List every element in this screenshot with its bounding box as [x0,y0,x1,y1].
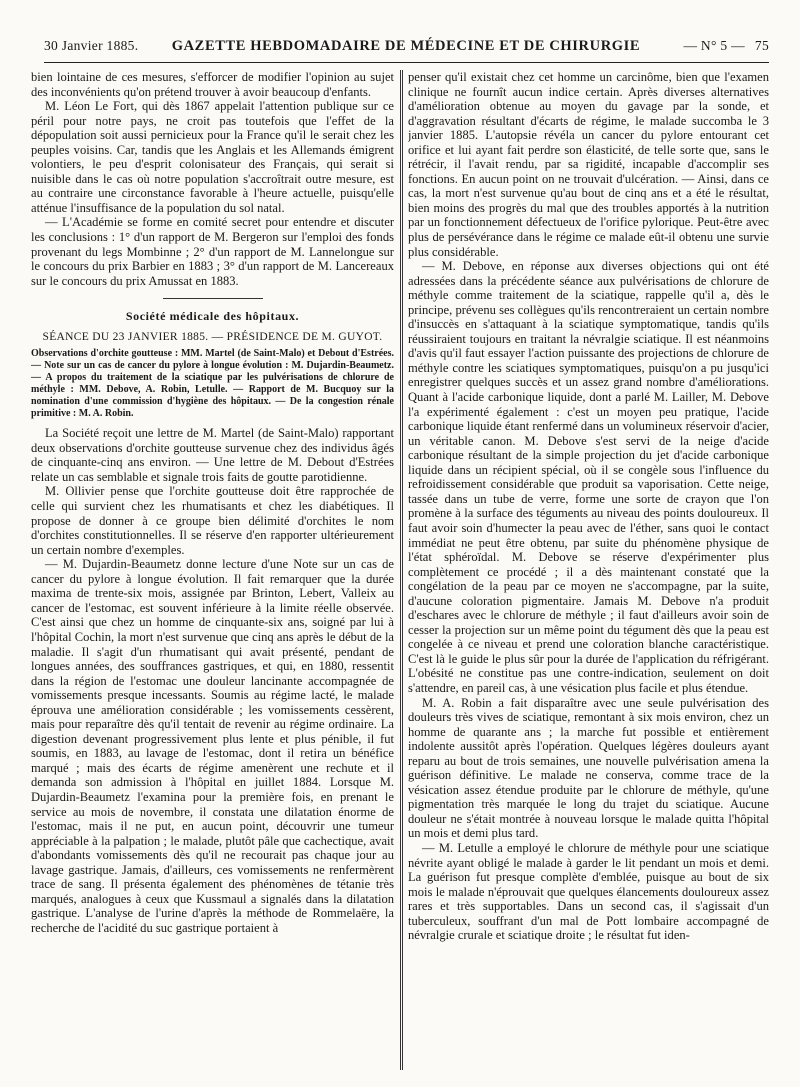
paragraph: — L'Académie se forme en comité secret pour entendre et discuter les conclusions : 1° d'un rapport de M. Bergeron sur l'emploi des fonds provenant du legs Mombinne ; 2° d'un rapport de M. Lannelongue sur le concours du prix Barbier en 1883 ; 3° d'un rapport de M. Lancereaux sur le concours du prix Amussat en 1883. [31,215,394,288]
paragraph: La Société reçoit une lettre de M. Martel (de Saint-Malo) rapportant deux observations d'orchite goutteuse survenue chez des individus âgés de cinquante-cinq ans environ. — Une lettre de M. Debout d'Estrées relate un cas semblable et signale trois faits de goutte parotidienne. [31,426,394,484]
left-column [31,70,394,1080]
right-column [408,70,769,1080]
header-date: 30 Janvier 1885. [44,38,139,53]
header-right [673,38,769,54]
paragraph: M. Ollivier pense que l'orchite goutteuse doit être rapprochée de celle qui survient chez les rhumatisants et chez les diabétiques. Il propose de donner à ce groupe bien délimité d'orchites le nom d'orchites constitutionnelles. Il se réserve d'en rapporter ultérieurement un certain nombre d'exemples. [31,484,394,557]
paragraph: — M. Debove, en réponse aux diverses objections qui ont été adressées dans la précédente séance aux pulvérisations de chlorure de méthyle comme traitement de la sciatique, rappelle qu'il a, dès le principe, prévenu ses collègues qu'ils rencontreraient un certain nombre d'insuccès en s'attaquant à la sciatique symptomatique, tandis qu'ils réussiraient toujours en traitant la névralgie sciatique. Il est néanmoins d'avis qu'il faut essayer l'action puissante des projections de chlorure de méthyle contre les sciatiques symptomatiques, puisqu'on a pu jusqu'ici enregistrer quelques succès et un assez grand nombre d'améliorations. Quant à l'acide carbonique liquide, dont a parlé M. Lailler, M. Debove l'a expérimenté également : c'est un moyen peu pratique, l'acide carbonique liquide étant renfermé dans un volumineux réservoir d'acier, un véritable canon. M. Debove s'est servi de la neige d'acide carbonique résultant de la simple projection du jet d'acide carbonique liquide dans un récipient spécial, où il se congèle sous l'influence du refroidissement considérable que produit sa vaporisation. Cette neige, tassée dans un tube de verre, forme une sorte de crayon que l'on promène à la surface des téguments au niveau des points douloureux. Il faut avoir soin d'humecter la peau avec de l'éther, sans quoi le contact immédiat ne peut être obtenu, par suite du phénomène physique de l'état sphéroïdal. M. Debove se réserve d'expérimenter plus complètement ce procédé ; il a dès maintenant constaté que la congélation de la peau par ce moyen ne s'accompagne, par la suite, d'aucune coloration pigmentaire. Jamais M. Debove n'a produit d'eschares avec le chlorure de méthyle ; il faut d'ailleurs avoir soin de cesser la projection sur un même point du tégument dès que la peau est congelée à ce niveau et prend une coloration blanche caractéristique. C'est là le guide le plus sûr pour la durée de l'application du réfrigérant. L'obésité ne constitue pas une contre-indication, seulement on doit s'attendre, en pareil cas, à une vésication plus facile et plus étendue. [408,259,769,695]
columns [31,70,769,1080]
paragraph: — M. Dujardin-Beaumetz donne lecture d'une Note sur un cas de cancer du pylore à longue évolution. Il fait remarquer que la durée maxima de trente-six mois, assignée par Brinton, Lebert, Valleix au cancer de l'estomac, est souvent inférieure à la limite réelle observée. C'est ainsi que chez un homme de cinquante-six ans, soigné par lui à l'hôpital Cochin, la mort n'est survenue que cinq ans après le début de la maladie. Il s'agit d'un rhumatisant qui avait présenté, pendant de longues années, des souffrances gastriques, et qui, en 1880, ressentit dans la région de l'estomac une douleur lancinante accompagnée de vomissements presque incessants. Soumis au régime lacté, le malade éprouva une amélioration considérable ; les vomissements cessèrent, mais pour reparaître dès qu'il tentait de revenir au régime ordinaire. La digestion devenant progressivement plus lente et plus pénible, il fut soumis, en 1883, au lavage de l'estomac, dont il retira un bénéfice marqué ; mais des écarts de régime amenèrent une rechute et il demanda son admission à l'hôpital en juillet 1884. Lorsque M. Dujardin-Beaumetz l'examina pour la première fois, en prenant le service au mois de novembre, il constata une dilatation énorme de l'estomac, mais il ne put, en aucun point, découvrir une tumeur appréciable à la palpation ; le malade, plutôt pâle que cachectique, avait d'abondants vomissements dès qu'il ne recourait pas chaque jour au lavage gastrique. Jamais, d'ailleurs, ces vomissements ne renfermèrent trace de sang. Il présenta également des phénomènes de tétanie très marqués, analogues à ceux que Kussmaul a signalés dans la dilatation gastrique. L'analyse de l'urine d'après la méthode de Rommelaëre, la recherche de l'acidité du suc gastrique portaient à [31,557,394,935]
running-header [44,38,769,58]
section-title: Société médicale des hôpitaux. [125,309,300,324]
paragraph: — M. Letulle a employé le chlorure de méthyle pour une sciatique névrite ayant obligé le malade à garder le lit pendant un mois et demi. La guérison fut presque complète d'emblée, puisque au bout de six mois le malade n'éprouvait que quelques élancements douloureux assez rares et très supportables. Dans un second cas, il s'agissait d'un tuberculeux, souffrant d'un mal de Pott lombaire accompagné de névralgie crurale et sciatique droite ; le résultat fut iden- [408,840,769,943]
issue-number: — N° 5 — [683,38,745,53]
session-summary: Observations d'orchite goutteuse : MM. Martel (de Saint-Malo) et Debout d'Estrées. — Note sur un cas de cancer du pylore à longue évolution : M. Dujardin-Beaumetz. — A propos du traitement de la sciatique par les pulvérisations de chlorure de méthyle : MM. Debove, A. Robin, Letulle. — Rapport de M. Bucquoy sur la nomination d'une commission d'hygiène des hôpitaux. — De la congestion rénale primitive : M. A. Robin. [31,348,394,420]
session-line: SÉANCE DU 23 JANVIER 1885. — PRÉSIDENCE DE M. GUYOT. [42,330,383,343]
paragraph: bien lointaine de ces mesures, s'efforcer de modifier l'opinion au sujet des inconvénients qu'on prétend trouver à avoir beaucoup d'enfants. [31,70,394,99]
paragraph: M. A. Robin a fait disparaître avec une seule pulvérisation des douleurs très vives de sciatique, remontant à six mois environ, chez un homme de quarante ans ; la marche fut possible et entièrement indolente aussitôt après l'opération. Quelques légères douleurs ayant reparu au bout de trois semaines, une nouvelle pulvérisation amena la guérison définitive. Le malade ne conserva, comme trace de la vésication assez étendue produite par le chlorure de méthyle, qu'une pigmentation très marquée le long du trajet du sciatique. Aucune douleur ne s'était montrée à nouveau lorsque le malade quitta l'hôpital un mois et demi plus tard. [408,695,769,841]
page-number: 75 [754,38,769,53]
journal-title: GAZETTE HEBDOMADAIRE DE MÉDECINE ET DE CHIRURGIE [171,38,641,54]
section-rule [163,298,263,299]
paragraph: M. Léon Le Fort, qui dès 1867 appelait l'attention publique sur ce péril pour notre pays, ne croit pas toutefois que l'effet de la dépopulation soit aussi pernicieux pour la France qu'il le serait chez les peuples voisins. Car, tandis que les Anglais et les Allemands émigrent volontiers, le peu d'esprit colonisateur des Français, qui serait si nuisible dans le cas où notre population s'accroîtrait outre mesure, est au contraire une circonstance favorable à l'heure actuelle, puisqu'elle atténue l'insuffisance de la population du sol natal. [31,99,394,215]
paragraph: penser qu'il existait chez cet homme un carcinôme, bien que l'examen clinique ne fournît aucun indice certain. Après diverses alternatives d'amélioration obtenue au moyen du gavage par la sonde, et d'aggravation résultant d'écarts de régime, le malade succomba le 3 janvier 1885. L'autopsie révéla un cancer du pylore entourant cet orifice et lui ayant fait perdre son élasticité, de telle sorte que, sans le rétrécir, il l'avait rendu, par sa rigidité, incapable d'accomplir ses fonctions. En aucun point on ne trouvait d'ulcération. — Ainsi, dans ce cas, la mort n'est survenue qu'au bout de cinq ans et a été le résultat, bien moins des progrès du mal que des troubles apportés à la nutrition par un fonctionnement défectueux de l'orifice pylorique. Peut-être avec plus de persévérance dans le régime ce malade eût-il obtenu une survie plus considérable. [408,70,769,259]
header-rule [44,62,769,63]
